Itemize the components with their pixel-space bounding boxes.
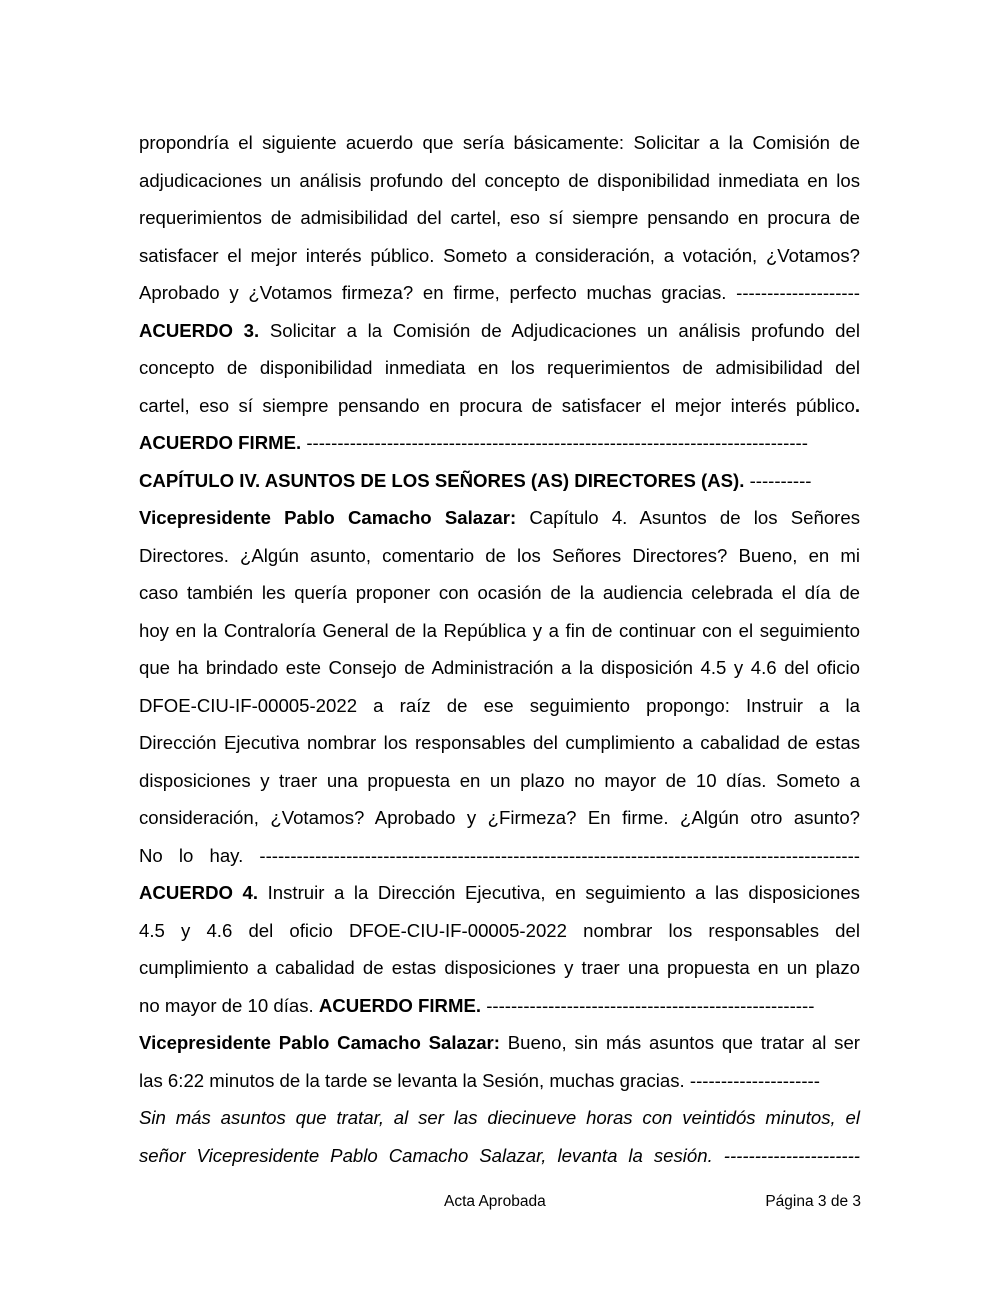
- acuerdo-3-label: ACUERDO 3.: [139, 319, 260, 341]
- body-line: 4.5 y 4.6 del oficio DFOE-CIU-IF-00005-2022 nombrar los responsables del: [139, 919, 860, 941]
- body-line: caso también les quería proponer con ocasión de la audiencia celebrada el día de: [139, 582, 860, 603]
- acuerdo-4-line: ACUERDO 4. Instruir a la Dirección Ejecutiva, en seguimiento a las disposiciones: [139, 882, 860, 903]
- chapter-heading: CAPÍTULO IV. ASUNTOS DE LOS SEÑORES (AS) DIRECTORES (AS). ----------: [139, 469, 812, 491]
- acuerdo-firme-line: no mayor de 10 días. ACUERDO FIRME. -----------------------------------------------------: [139, 994, 815, 1016]
- acuerdo-firme-line: ACUERDO FIRME. ---------------------------------------------------------------------------------: [139, 432, 808, 453]
- body-line: cumplimiento a cabalidad de estas disposiciones y traer una propuesta en un plazo: [139, 957, 860, 978]
- acuerdo-firme-label: ACUERDO FIRME.: [318, 994, 482, 1016]
- body-line: consideración, ¿Votamos? Aprobado y ¿Firmeza? En firme. ¿Algún otro asunto?: [139, 807, 860, 828]
- closing-line: señor Vicepresidente Pablo Camacho Salazar, levanta la sesión. ----------------------: [139, 1144, 860, 1166]
- body-line: propondría el siguiente acuerdo que sería básicamente: Solicitar a la Comisión de: [139, 132, 860, 153]
- body-line: adjudicaciones un análisis profundo del concepto de disponibilidad inmediata en los: [139, 169, 860, 191]
- acuerdo-4-label: ACUERDO 4.: [139, 882, 259, 903]
- body-line: Aprobado y ¿Votamos firmeza? en firme, perfecto muchas gracias. --------------------: [139, 282, 860, 303]
- page-number: Página 3 de 3: [765, 1193, 861, 1210]
- speaker-line: Vicepresidente Pablo Camacho Salazar: Capítulo 4. Asuntos de los Señores: [139, 507, 860, 528]
- body-line: cartel, eso sí siempre pensando en procura de satisfacer el mejor interés público.: [139, 394, 860, 416]
- body-line: requerimientos de admisibilidad del cartel, eso sí siempre pensando en procura de: [139, 207, 860, 228]
- body-line: DFOE-CIU-IF-00005-2022 a raíz de ese seguimiento propongo: Instruir a la: [139, 694, 860, 716]
- body-line: satisfacer el mejor interés público. Someto a consideración, a votación, ¿Votamos?: [139, 244, 860, 266]
- chapter-title: CAPÍTULO IV. ASUNTOS DE LOS SEÑORES (AS) DIRECTORES (AS).: [139, 469, 745, 491]
- closing-line: Sin más asuntos que tratar, al ser las diecinueve horas con veintidós minutos, el: [139, 1107, 860, 1128]
- body-line: las 6:22 minutos de la tarde se levanta la Sesión, muchas gracias. ---------------------: [139, 1069, 820, 1091]
- speaker-line: Vicepresidente Pablo Camacho Salazar: Bueno, sin más asuntos que tratar al ser: [139, 1032, 860, 1053]
- document-body: [139, 124, 860, 1174]
- footer-label: Acta Aprobada: [444, 1193, 546, 1210]
- speaker-name: Vicepresidente Pablo Camacho Salazar:: [139, 1032, 500, 1053]
- acuerdo-firme-label: ACUERDO FIRME.: [139, 432, 302, 453]
- body-line: concepto de disponibilidad inmediata en los requerimientos de admisibilidad del: [139, 357, 860, 378]
- body-line: Dirección Ejecutiva nombrar los responsables del cumplimiento a cabalidad de estas: [139, 732, 860, 753]
- body-line: Directores. ¿Algún asunto, comentario de los Señores Directores? Bueno, en mi: [139, 544, 860, 566]
- body-line: disposiciones y traer una propuesta en un plazo no mayor de 10 días. Someto a: [139, 769, 860, 791]
- body-line: que ha brindado este Consejo de Administración a la disposición 4.5 y 4.6 del oficio: [139, 657, 860, 678]
- body-line: hoy en la Contraloría General de la República y a fin de continuar con el seguimiento: [139, 619, 860, 641]
- speaker-name: Vicepresidente Pablo Camacho Salazar:: [139, 507, 517, 528]
- body-line: No lo hay. -------------------------------------------------------------------------------------------------: [139, 844, 860, 866]
- page-footer: [0, 1193, 1000, 1217]
- acuerdo-3-line: ACUERDO 3. Solicitar a la Comisión de Adjudicaciones un análisis profundo del: [139, 319, 860, 341]
